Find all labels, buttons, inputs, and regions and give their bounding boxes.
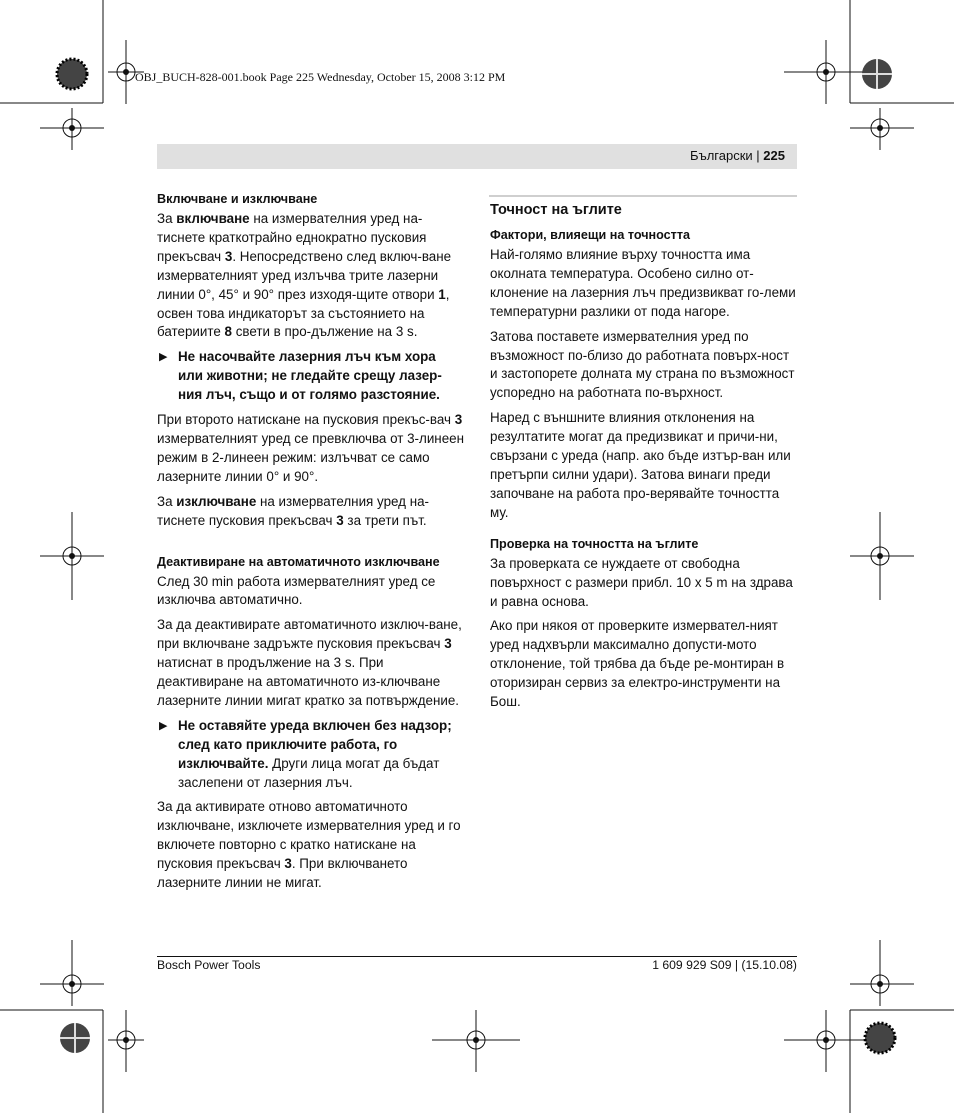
footer-rule (157, 956, 797, 957)
header-separator: | (756, 148, 760, 163)
paragraph: Наред с външните влияния отклонения на резултатите могат да предизвикат и причи-ни, свързани с уреда (напр. ако бъде изтър-ван или претърпи силни удари). Затова винаги преди започване на работа про-верявайте точността му. (490, 410, 791, 520)
paragraph: За да деактивирате автоматичното изключ-ване, при включване задръжте пусковия прекъсвач 3 натиснат в продължение на 3 s. При деактивиране на автоматичното из-ключване лазерните линии мигат кратко за потвърждение. (157, 617, 462, 708)
paragraph: За да активирате отново автоматичното изключване, изключете измервателния уред и го включете повторно с кратко натискане на пусковия прекъсвач 3. При включването лазерните линии не мигат. (157, 799, 461, 891)
section-title: Точност на ъглите (490, 202, 622, 218)
warning-item: ▶ Не насочвайте лазерния лъч към хора или животни; не гледайте срещу лазер-ния лъч, също и от голямо разстояние. (159, 349, 442, 403)
print-slug: OBJ_BUCH-828-001.book Page 225 Wednesday, October 15, 2008 3:12 PM (135, 70, 506, 84)
heading-check: Проверка на точността на ъглите (490, 536, 699, 551)
triangle-bullet-icon: ▶ (159, 719, 168, 732)
header-language: Български (690, 148, 753, 163)
page-number: 225 (763, 148, 785, 163)
paragraph: Ако при някоя от проверките измервател-ният уред надхвърли максимално допусти-мото отклонение, той трябва да бъде ре-монтиран в оторизиран сервиз за електро-инструменти на Бош. (490, 618, 785, 710)
heading-auto-off: Деактивиране на автоматичното изключване (157, 554, 440, 569)
paragraph: Най-голямо влияние върху точността има околната температура. Особено силно от-клонение на лазерния лъч предизвикват го-леми температурни разлики от пода нагоре. (490, 247, 796, 319)
triangle-bullet-icon: ▶ (159, 351, 168, 364)
heading-factors: Фактори, влияещи на точността (490, 228, 690, 242)
paragraph: След 30 min работа измервателният уред се изключва автоматично. (157, 573, 436, 608)
right-column (490, 200, 797, 718)
section-rule (489, 195, 797, 197)
paragraph: За проверката се нуждаете от свободна повърхност с размери прибл. 10 x 5 m на здрава и равна основа. (490, 555, 793, 609)
running-header (157, 144, 797, 169)
heading-on-off: Включване и изключване (157, 192, 318, 206)
paragraph: За включване на измервателния уред на-тиснете краткотрайно еднократно пусковия прекъсвач 3. Непосредствено след включ-ване измервателният уред излъчва трите лазерни линии 0°, 45° и 90° през изходя-щите отвори 1, освен това индикаторът за състоянието на батериите 8 свети в про-дължение на 3 s. (157, 211, 452, 340)
paragraph: При второто натискане на пусковия прекъс-вач 3 измервателният уред се превключва от 3-линеен режим в 2-линеен режим: излъчват се само лазерните линии 0° и 90°. (157, 412, 464, 484)
left-column (157, 190, 464, 899)
footer-code: 1 609 929 S09 | (15.10.08) (652, 958, 797, 972)
paragraph: Затова поставете измервателния уред по възможност по-близо до работната повърх-ност и застопорете долната му страна по възможност успоредно на работната по-върхност. (490, 328, 795, 401)
warning-item: ▶ Не оставяйте уреда включен без надзор; след като приключите работа, го изключвайте. Други лица могат да бъдат заслепени от лазерния лъч. (159, 717, 452, 790)
footer-brand: Bosch Power Tools (157, 958, 261, 972)
paragraph: За изключване на измервателния уред на-тиснете пусковия прекъсвач 3 за трети път. (157, 493, 430, 528)
